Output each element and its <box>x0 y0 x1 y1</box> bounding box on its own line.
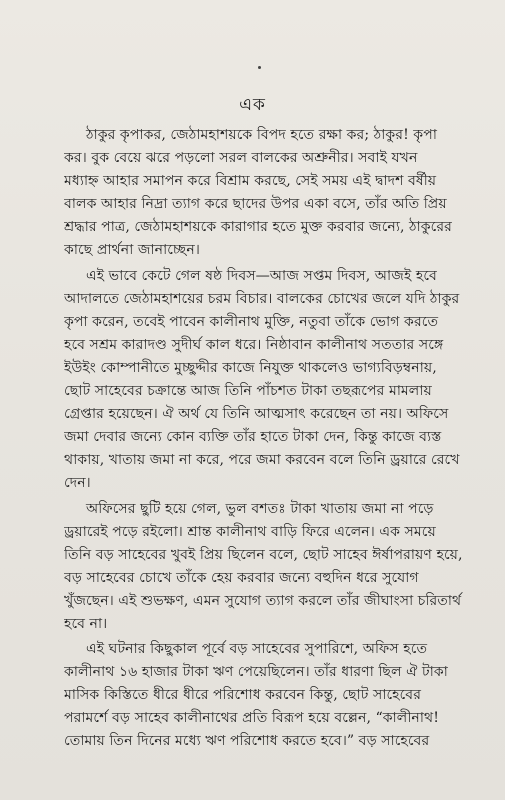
text-line: এই ঘটনার কিছুকাল পূর্বে বড় সাহেবের সুপারিশে, অফিস হতে <box>86 641 428 658</box>
text-line: তোমায় তিন দিনের মধ্যে ঋণ পরিশোধ করতে হবে।” বড় সাহেবের <box>64 733 430 750</box>
text-line: শ্রদ্ধার পাত্র, জেঠামহাশয়কে কারাগার হতে মুক্ত করবার জন্যে, ঠাকুরের <box>64 219 452 236</box>
text-line: আদালতে জেঠামহাশয়ের চরম বিচার। বালকের চোখের জলে যদি ঠাকুর <box>64 290 460 307</box>
text-line: অফিসের ছুটি হয়ে গেল, ভুল বশতঃ টাকা খাতায় জমা না পড়ে <box>86 500 434 517</box>
text-line: ঠাকুর কৃপাকর, জেঠামহাশয়কে বিপদ হতে রক্ষা কর; ঠাকুর! কৃপা <box>86 127 437 143</box>
text-line: ড্রয়ারেই পড়ে রইলো। শ্রান্ত কালীনাথ বাড়ি ফিরে এলেন। এক সময়ে <box>64 523 436 540</box>
text-line: পরামর্শে বড় সাহেব কালীনাথের প্রতি বিরূপ হয়ে বল্লেন, “কালীনাথ! <box>64 710 439 727</box>
text-line: বড় সাহেবের চোখে তাঁকে হেয় করবার জন্যে বহুদিন ধরে সুযোগ <box>64 569 419 586</box>
text-line: থাকায়, খাতায় জমা না করে, পরে জমা করবেন বলে তিনি ড্রয়ারে রেখে <box>64 452 460 469</box>
text-line: দেন। <box>64 475 91 492</box>
text-line: কাছে প্রার্থনা জানাচ্ছেন। <box>64 242 200 259</box>
text-line: খুঁজছেন। এই শুভক্ষণ, এমন সুযোগ ত্যাগ করলে তাঁর জীঘাংসা চরিতার্থ <box>64 592 462 609</box>
text-line: কালীনাথ ১৬ হাজার টাকা ঋণ পেয়েছিলেন। তাঁর ধারণা ছিল ঐ টাকা <box>64 664 448 681</box>
text-line: হবে সশ্রম কারাদণ্ড সুদীর্ঘ কাল ধরে। নিষ্ঠাবান কালীনাথ সততার সঙ্গে <box>64 336 444 353</box>
text-line: মধ্যাহ্ন আহার সমাপন করে বিশ্রাম করছে, সেই সময় এই দ্বাদশ বর্ষীয় <box>64 173 437 190</box>
paragraph-3 <box>64 498 468 637</box>
paragraph-2 <box>64 265 468 496</box>
page-speck <box>258 66 261 69</box>
chapter-title: এক <box>239 95 266 115</box>
text-line: ছোট সাহেবের চক্রান্তে আজ তিনি পাঁচশত টাকা তছরূপের মামলায় <box>64 383 432 400</box>
text-line: কৃপা করেন, তবেই পাবেন কালীনাথ মুক্তি, নতুবা তাঁকে ভোগ করতে <box>64 313 439 330</box>
text-line: বালক আহার নিদ্রা ত্যাগ করে ছাদের উপর একা বসে, তাঁর অতি প্রিয় <box>64 196 447 213</box>
text-line: জমা দেবার জন্যে কোন ব্যক্তি তাঁর হাতে টাকা দেন, কিন্তু কাজে ব্যস্ত <box>64 429 442 446</box>
text-line: গ্রেপ্তার হয়েছেন। ঐ অর্থ যে তিনি আত্মসাৎ করেছেন তা নয়। অফিসে <box>64 406 449 423</box>
text-line: এই ভাবে কেটে গেল ষষ্ঠ দিবস—আজ সপ্তম দিবস, আজই হবে <box>86 267 437 284</box>
paragraph-1 <box>64 124 468 263</box>
body-text <box>64 124 468 756</box>
text-line: কর। বুক বেয়ে ঝরে পড়লো সরল বালকের অশ্রুনীর। সবাই যখন <box>64 150 418 167</box>
text-line: ইউইং কোম্পানীতে মুচ্ছুদ্দীর কাজে নিযুক্ত থাকলেও ভাগ্যবিড়ম্বনায়, <box>64 359 437 376</box>
text-line: তিনি বড় সাহেবের খুবই প্রিয় ছিলেন বলে, ছোট সাহেব ঈর্ষাপরায়ণ হয়ে, <box>64 546 463 563</box>
text-line: মাসিক কিস্তিতে ধীরে ধীরে পরিশোধ করবেন কিন্তু, ছোট সাহেবের <box>64 687 422 704</box>
paragraph-4 <box>64 638 468 753</box>
text-line: হবে না। <box>64 615 108 632</box>
